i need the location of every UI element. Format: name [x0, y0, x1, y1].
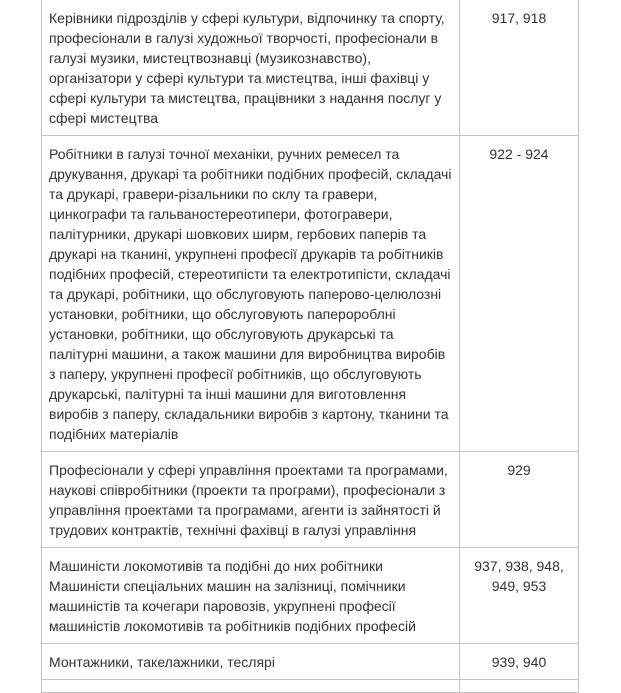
table-row	[42, 548, 579, 644]
profession-description: Машиністи локомотивів та подібні до них робітники Машиністи спеціальних машин на залізниці, помічники машиністів та кочегари паровозів, укрупнені професії машиністів локомотивів та робітників подібних професій	[42, 548, 460, 644]
table-cell-empty	[42, 680, 460, 693]
profession-description: Робітники в галузі точної механіки, ручних ремесел та друкування, друкарі та робітники подібних професій, складачі та друкарі, гравери-різальники по склу та гравери, цинкографи та гальваностереотипери, фотогравери, палітурники, друкарі шовкових ширм, гербових паперів та друкарі на тканині, укрупнені професії друкарів та робітників подібних професій, стереотипісти та електротипісти, складачі та друкарі, робітники, що обслуговують паперово-целюлозні установки, робітники, що обслуговують паперороблні установки, робітники, що обслуговують друкарські та палітурні машини, а також машини для виробництва виробів з паперу, укрупнені професії робітників, що обслуговують друкарські, палітурні та інші машини для виготовлення виробів з паперу, складальники виробів з картону, тканини та подібних матеріалів	[42, 136, 460, 452]
table-row	[42, 136, 579, 452]
profession-codes: 937, 938, 948, 949, 953	[460, 548, 579, 644]
table-cell-empty	[460, 680, 579, 693]
table-row-cutoff	[42, 680, 579, 693]
profession-codes: 939, 940	[460, 644, 579, 680]
table-row	[42, 644, 579, 680]
profession-description: Монтажники, такелажники, теслярі	[42, 644, 460, 680]
table-row	[42, 452, 579, 548]
professions-table-container	[41, 0, 578, 693]
profession-description: Керівники підрозділів у сфері культури, відпочинку та спорту, професіонали в галузі художньої творчості, професіонали в галузі музики, мистецтвознавці (музикознавство), організатори у сфері культури та мистецтва, інші фахівці у сфері культури та мистецтва, працівники з надання послуг у сфері мистецтва	[42, 0, 460, 136]
profession-description: Професіонали у сфері управління проектами та програмами, наукові співробітники (проекти та програми), професіонали з управління проектами та програмами, агенти із зайнятості й трудових контрактів, технічні фахівці в галузі управління	[42, 452, 460, 548]
profession-codes: 917, 918	[460, 0, 579, 136]
profession-codes: 922 - 924	[460, 136, 579, 452]
profession-codes: 929	[460, 452, 579, 548]
professions-codes-table	[41, 0, 579, 693]
table-row	[42, 0, 579, 136]
